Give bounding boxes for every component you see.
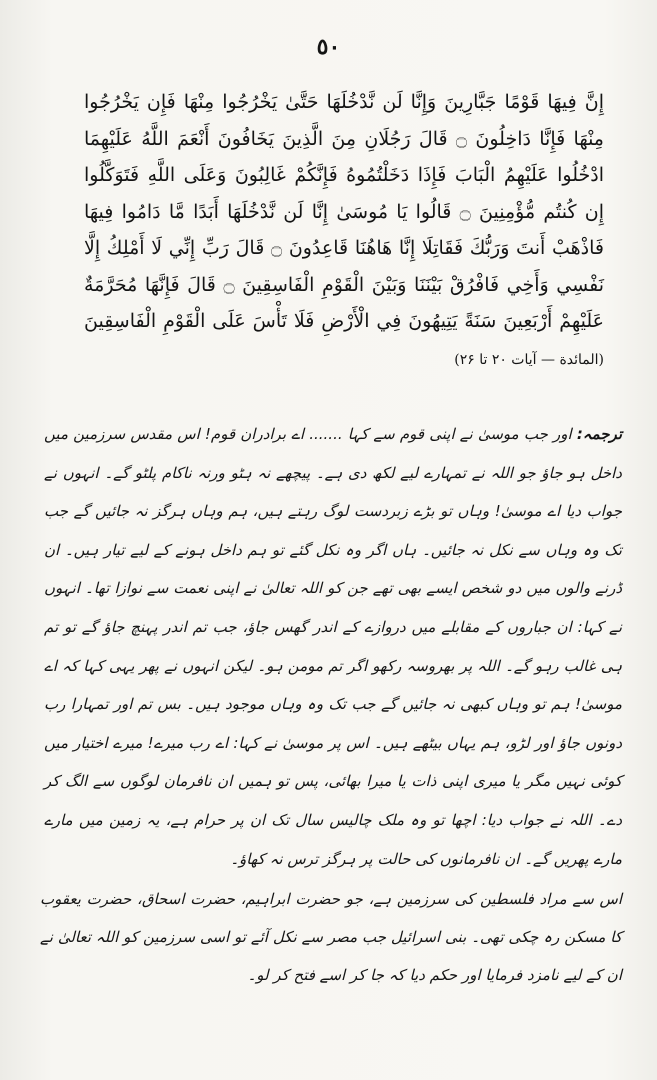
translation-paragraph — [44, 415, 622, 878]
commentary-paragraph — [40, 880, 622, 994]
translation-text: اور جب موسیٰ نے اپنی قوم سے کہا ....... اے برادران قوم! اس مقدس سرزمین میں داخل ہو جاؤ جو اللہ نے تمہارے لیے لکھ دی ہے۔ پیچھے نہ ہٹو ورنہ ناکام پلٹو گے۔ انہوں نے جواب دیا اے موسیٰ! وہاں تو بڑے زبردست لوگ رہتے ہیں، ہم وہاں ہرگز نہ جائیں گے جب تک وہ وہاں سے نکل نہ جائیں۔ ہاں اگر وہ نکل گئے تو ہم داخل ہونے کے لیے تیار ہیں۔ ان ڈرنے والوں میں دو شخص ایسے بھی تھے جن کو اللہ تعالیٰ نے اپنی نعمت سے نوازا تھا۔ انہوں نے کہا: ان جباروں کے مقابلے میں دروازے کے اندر گھس جاؤ، جب تم اندر پہنچ جاؤ گے تو تم ہی غالب رہو گے۔ اللہ پر بھروسہ رکھو اگر تم مومن ہو۔ لیکن انہوں نے پھر یہی کہا کہ اے موسیٰ! ہم تو وہاں کبھی نہ جائیں گے جب تک وہ وہاں موجود ہیں۔ بس تم اور تمہارا رب دونوں جاؤ اور لڑو، ہم یہاں بیٹھے ہیں۔ اس پر موسیٰ نے کہا: اے رب میرے! میرے اختیار میں کوئی نہیں مگر یا میری اپنی ذات یا میرا بھائی، پس تو ہمیں ان نافرمان لوگوں سے الگ کر دے۔ اللہ نے جواب دیا: اچھا تو وہ ملک چالیس سال تک ان پر حرام ہے، یہ زمین میں مارے مارے پھریں گے۔ ان نافرمانوں کی حالت پر ہرگز ترس نہ کھاؤ۔ — [44, 425, 622, 868]
quran-verses — [84, 84, 604, 378]
translation-label: ترجمہ: — [576, 425, 622, 443]
page-number: ٥٠ — [316, 34, 341, 60]
commentary-text: اس سے مراد فلسطین کی سرزمین ہے، جو حضرت ابراہیم، حضرت اسحاق، حضرت یعقوب کا مسکن رہ چکی تھی۔ بنی اسرائیل جب مصر سے نکل آئے تو اسی سرزمین کو اللہ تعالیٰ نے ان کے لیے نامزد فرمایا اور حکم دیا کہ جا کر اسے فتح کر لو۔ — [40, 890, 622, 984]
verses-text: إِنَّ فِيهَا قَوْمًا جَبَّارِينَ وَإِنَّا لَن نَّدْخُلَهَا حَتَّىٰ يَخْرُجُوا مِنْهَا فَإِن يَخْرُجُوا مِنْهَا فَإِنَّا دَاخِلُونَ ۝ قَالَ رَجُلَانِ مِنَ الَّذِينَ يَخَافُونَ أَنْعَمَ اللَّهُ عَلَيْهِمَا ادْخُلُوا عَلَيْهِمُ الْبَابَ فَإِذَا دَخَلْتُمُوهُ فَإِنَّكُمْ غَالِبُونَ وَعَلَى اللَّهِ فَتَوَكَّلُوا إِن كُنتُم مُّؤْمِنِينَ ۝ قَالُوا يَا مُوسَىٰ إِنَّا لَن نَّدْخُلَهَا أَبَدًا مَّا دَامُوا فِيهَا فَاذْهَبْ أَنتَ وَرَبُّكَ فَقَاتِلَا إِنَّا هَاهُنَا قَاعِدُونَ ۝ قَالَ رَبِّ إِنِّي لَا أَمْلِكُ إِلَّا نَفْسِي وَأَخِي فَافْرُقْ بَيْنَنَا وَبَيْنَ الْقَوْمِ الْفَاسِقِينَ ۝ قَالَ فَإِنَّهَا مُحَرَّمَةٌ عَلَيْهِمْ أَرْبَعِينَ سَنَةً يَتِيهُونَ فِي الْأَرْضِ فَلَا تَأْسَ عَلَى الْقَوْمِ الْفَاسِقِينَ — [84, 91, 605, 332]
verses-reference: (المائدة — آیات ۲۰ تا ۲۶) — [454, 351, 604, 368]
